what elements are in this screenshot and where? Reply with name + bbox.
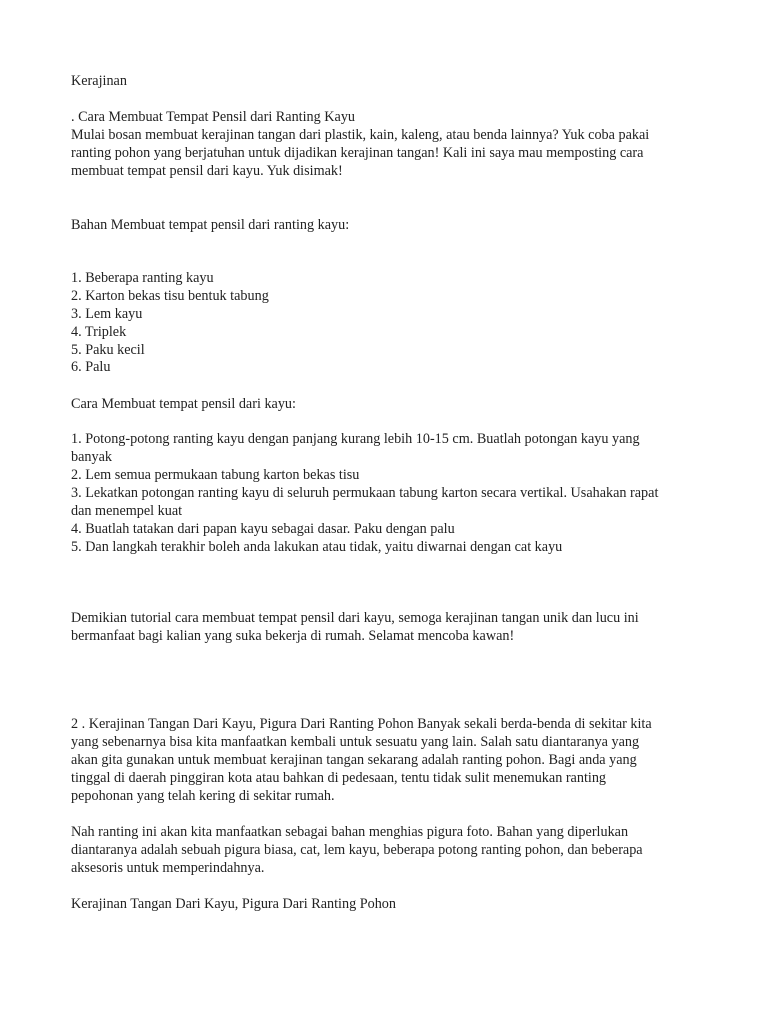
section-2-para2-line-3: aksesoris untuk memperindahnya.	[71, 860, 265, 876]
intro-line-1: Mulai bosan membuat kerajinan tangan dari plastik, kain, kaleng, atau benda lainnya? Yuk coba pakai	[71, 127, 650, 143]
document-title: Kerajinan	[71, 73, 127, 89]
section-1-heading: . Cara Membuat Tempat Pensil dari Ranting Kayu	[71, 109, 356, 125]
materials-heading: Bahan Membuat tempat pensil dari ranting kayu:	[71, 217, 350, 233]
step-2: 2. Lem semua permukaan tabung karton bekas tisu	[71, 467, 360, 483]
step-1-line-2: banyak	[71, 449, 112, 465]
steps-heading: Cara Membuat tempat pensil dari kayu:	[71, 396, 296, 412]
section-2-line-1: 2 . Kerajinan Tangan Dari Kayu, Pigura Dari Ranting Pohon Banyak sekali berda-benda di sekitar kita	[71, 716, 652, 732]
section-2-para2-line-1: Nah ranting ini akan kita manfaatkan sebagai bahan menghias pigura foto. Bahan yang diperlukan	[71, 824, 629, 840]
closing-line-2: bermanfaat bagi kalian yang suka bekerja di rumah. Selamat mencoba kawan!	[71, 628, 515, 644]
intro-line-2: ranting pohon yang berjatuhan untuk dijadikan kerajinan tangan! Kali ini saya mau memposting cara	[71, 145, 644, 161]
material-item-6: 6. Palu	[71, 359, 111, 375]
material-item-2: 2. Karton bekas tisu bentuk tabung	[71, 288, 269, 304]
material-item-3: 3. Lem kayu	[71, 306, 143, 322]
step-3-line-2: dan menempel kuat	[71, 503, 183, 519]
step-3-line-1: 3. Lekatkan potongan ranting kayu di seluruh permukaan tabung karton secara vertikal. Usahakan rapat	[71, 485, 659, 501]
step-4: 4. Buatlah tatakan dari papan kayu sebagai dasar. Paku dengan palu	[71, 521, 455, 537]
section-2-line-3: akan gita gunakan untuk membuat kerajinan tangan sekarang adalah ranting pohon. Bagi anda yang	[71, 752, 637, 768]
section-2-para2-line-2: diantaranya adalah sebuah pigura biasa, cat, lem kayu, beberapa potong ranting pohon, dan beberapa	[71, 842, 643, 858]
material-item-1: 1. Beberapa ranting kayu	[71, 270, 214, 286]
step-1-line-1: 1. Potong-potong ranting kayu dengan panjang kurang lebih 10-15 cm. Buatlah potongan kayu yang	[71, 431, 640, 447]
material-item-4: 4. Triplek	[71, 324, 127, 340]
step-5: 5. Dan langkah terakhir boleh anda lakukan atau tidak, yaitu diwarnai dengan cat kayu	[71, 539, 563, 555]
closing-line-1: Demikian tutorial cara membuat tempat pensil dari kayu, semoga kerajinan tangan unik dan lucu ini	[71, 610, 639, 626]
intro-line-3: membuat tempat pensil dari kayu. Yuk disimak!	[71, 163, 343, 179]
section-2-line-5: pepohonan yang telah kering di sekitar rumah.	[71, 788, 335, 804]
section-2-line-2: yang sebenarnya bisa kita manfaatkan kembali untuk sesuatu yang lain. Salah satu diantaranya yang	[71, 734, 640, 750]
material-item-5: 5. Paku kecil	[71, 342, 145, 358]
section-2-subheading: Kerajinan Tangan Dari Kayu, Pigura Dari Ranting Pohon	[71, 896, 396, 912]
section-2-line-4: tinggal di daerah pinggiran kota atau bahkan di pedesaan, tentu tidak sulit menemukan ranting	[71, 770, 607, 786]
